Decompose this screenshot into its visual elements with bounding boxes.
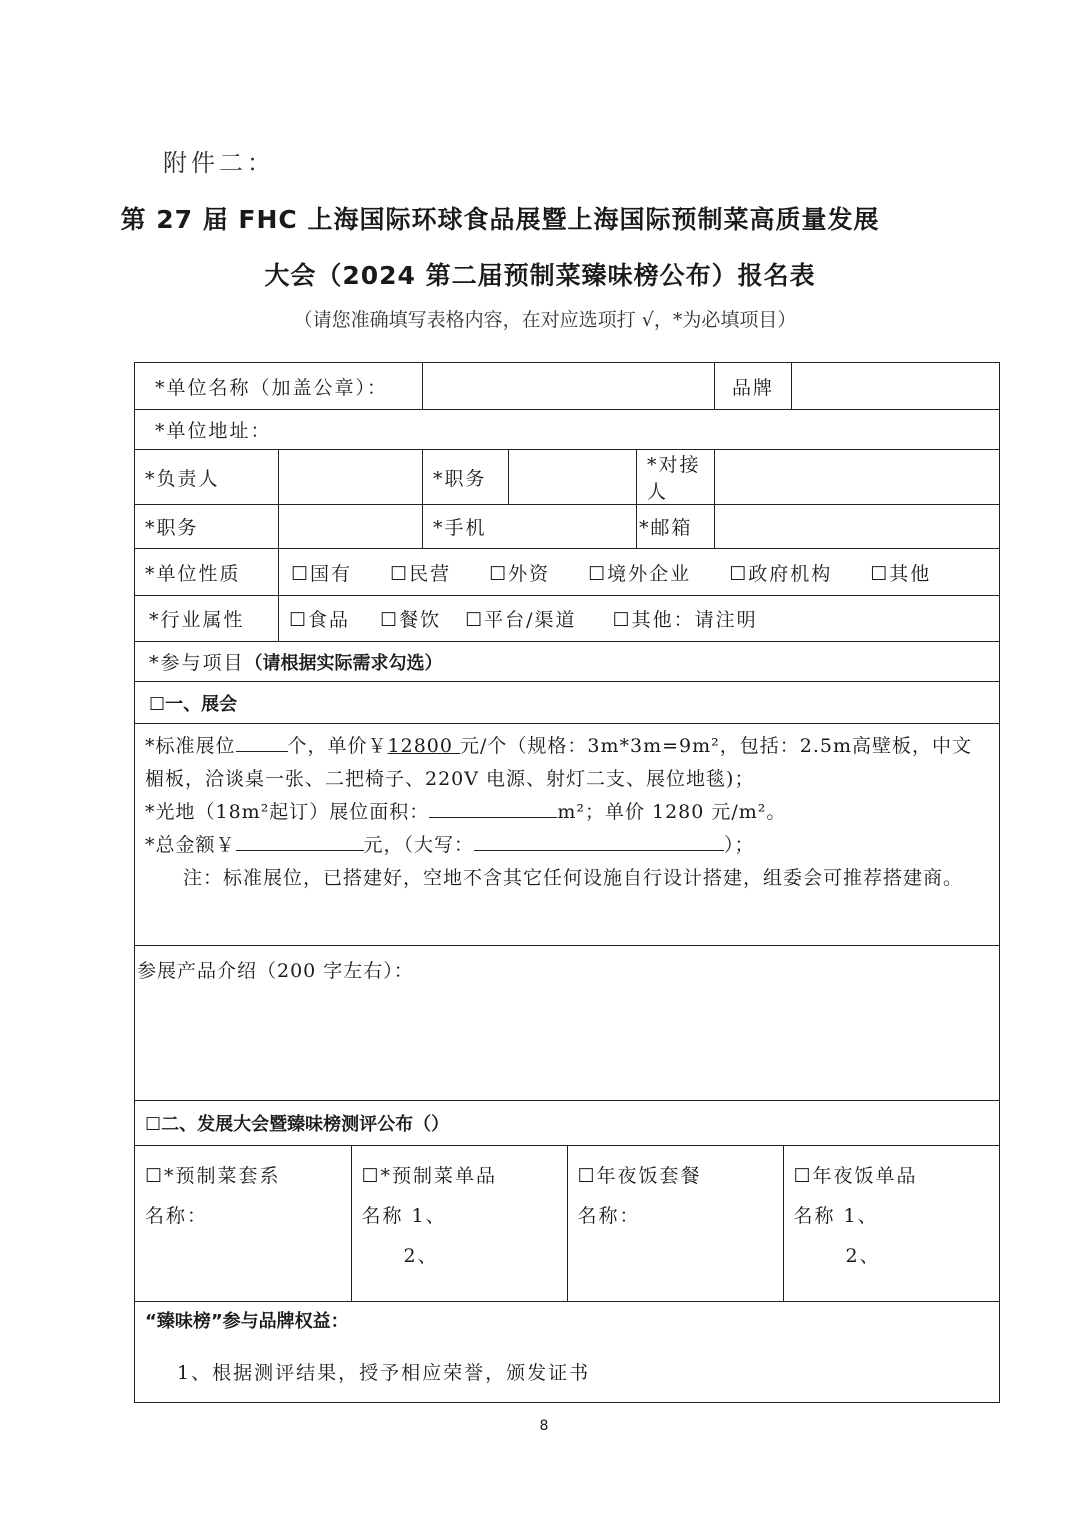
- form-title-line2: 大会（2024 第二届预制菜臻味榜公布）报名表: [264, 261, 816, 290]
- category-single-dish-name: 名称 1、: [361, 1205, 447, 1227]
- benefits-item-1: 1、根据测评结果，授予相应荣誉，颁发证书: [177, 1362, 591, 1384]
- category-newyear-single-name: 名称 1、: [793, 1205, 879, 1227]
- category-newyear-set-title: ☐年夜饭套餐: [577, 1165, 702, 1187]
- benefits-section: [135, 1302, 1000, 1403]
- form-title-line1: 第 27 届 FHC 上海国际环球食品展暨上海国际预制菜高质量发展: [120, 205, 880, 234]
- mobile-field[interactable]: [423, 505, 637, 549]
- participation-label: *参与项目: [149, 652, 245, 674]
- categories-table: [135, 1146, 999, 1301]
- page-number: 8: [539, 1418, 549, 1434]
- position-field-1[interactable]: [509, 450, 637, 505]
- attachment-label: 附件二：: [163, 149, 275, 177]
- company-name-label: *单位名称（加盖公章）：: [135, 363, 423, 410]
- nature-option-foreign[interactable]: ☐外资: [489, 562, 551, 585]
- industry-option-food[interactable]: ☐食品: [289, 609, 351, 631]
- category-single-dish-line2: 2、: [403, 1245, 439, 1267]
- registration-form-table: [134, 362, 1000, 1403]
- total-amount-uppercase-label: 元，（大写：: [363, 834, 475, 856]
- nature-option-overseas[interactable]: ☐境外企业: [588, 562, 692, 585]
- address-label: *单位地址：: [155, 420, 272, 442]
- nature-option-state-owned[interactable]: ☐国有: [291, 562, 353, 585]
- contact-label: *对接人: [637, 450, 715, 505]
- std-booth-label: *标准展位: [145, 735, 236, 757]
- participation-row: [135, 642, 1000, 682]
- category-newyear-set[interactable]: [567, 1146, 783, 1301]
- category-set-meal[interactable]: [135, 1146, 351, 1301]
- industry-option-platform[interactable]: ☐平台/渠道: [465, 609, 577, 631]
- position-field-2[interactable]: [279, 505, 423, 549]
- category-single-dish[interactable]: [351, 1146, 567, 1301]
- total-amount-suffix: ）；: [724, 834, 755, 856]
- industry-options: [279, 596, 1000, 642]
- std-booth-line: [145, 730, 989, 796]
- industry-option-catering[interactable]: ☐餐饮: [380, 609, 442, 631]
- category-set-meal-title: ☐*预制菜套系: [145, 1165, 281, 1187]
- nature-option-government[interactable]: ☐政府机构: [729, 562, 833, 585]
- total-amount-label: *总金额￥: [145, 834, 236, 856]
- category-set-meal-name: 名称：: [145, 1205, 209, 1227]
- raw-space-label: *光地（18m²起订）展位面积：: [145, 801, 430, 823]
- email-field[interactable]: [715, 505, 1000, 549]
- nature-options: [279, 549, 1000, 596]
- section-exhibition-checkbox[interactable]: ☐一、展会: [135, 682, 1000, 724]
- address-field[interactable]: [135, 410, 1000, 450]
- product-intro-field[interactable]: [135, 946, 1000, 1101]
- brand-field[interactable]: [792, 363, 1000, 410]
- nature-option-other[interactable]: ☐其他: [870, 562, 932, 585]
- total-amount-line: [145, 829, 989, 862]
- section-conference-checkbox[interactable]: ☐二、发展大会暨臻味榜测评公布（）: [135, 1101, 1000, 1146]
- benefits-title: “臻味榜”参与品牌权益：: [145, 1311, 349, 1332]
- exhibition-note: 注：标准展位，已搭建好，空地不含其它任何设施自行设计搭建，组委会可推荐搭建商。: [183, 867, 964, 889]
- participation-hint: （请根据实际需求勾选）: [244, 653, 443, 674]
- industry-label: *行业属性: [135, 596, 279, 642]
- position-label-1: *职务: [423, 450, 509, 505]
- responsible-label: *负责人: [135, 450, 279, 505]
- raw-space-area-field[interactable]: [429, 797, 557, 818]
- total-amount-field[interactable]: [236, 830, 364, 851]
- nature-option-private[interactable]: ☐民营: [390, 562, 452, 585]
- category-single-dish-title: ☐*预制菜单品: [361, 1165, 498, 1187]
- nature-label: *单位性质: [135, 549, 279, 596]
- industry-option-other[interactable]: ☐其他：请注明: [612, 609, 758, 631]
- categories-row: [135, 1146, 1000, 1302]
- category-newyear-single-title: ☐年夜饭单品: [793, 1165, 918, 1187]
- std-booth-desc: 元/个（规格：3m*3m=9m²，包括：2.5m高壁板，中文楣板，洽谈桌一张、二把椅子、220V 电源、射灯二支、展位地毯)；: [145, 735, 973, 790]
- raw-space-price: m²；单价 1280 元/m²。: [557, 801, 787, 823]
- std-booth-count-field[interactable]: [236, 731, 288, 752]
- responsible-field[interactable]: [279, 450, 423, 505]
- contact-field[interactable]: [715, 450, 1000, 505]
- product-intro-label: 参展产品介绍（200 字左右）：: [137, 960, 414, 982]
- position-label-2: *职务: [135, 505, 279, 549]
- std-booth-price: 12800: [387, 735, 461, 757]
- total-amount-uppercase-field[interactable]: [474, 830, 724, 851]
- mobile-label: *手机: [433, 517, 487, 539]
- std-booth-unit: 个，单价￥: [287, 735, 388, 757]
- exhibition-details: [135, 724, 1000, 946]
- email-label: *邮箱: [637, 505, 715, 549]
- raw-space-line: [145, 796, 989, 829]
- company-name-field[interactable]: [423, 363, 715, 410]
- form-subtitle: （请您准确填写表格内容，在对应选项打 √，*为必填项目）: [293, 309, 797, 331]
- brand-label: 品牌: [715, 363, 792, 410]
- category-newyear-single[interactable]: [783, 1146, 999, 1301]
- category-newyear-set-name: 名称：: [577, 1205, 641, 1227]
- category-newyear-single-line2: 2、: [845, 1245, 881, 1267]
